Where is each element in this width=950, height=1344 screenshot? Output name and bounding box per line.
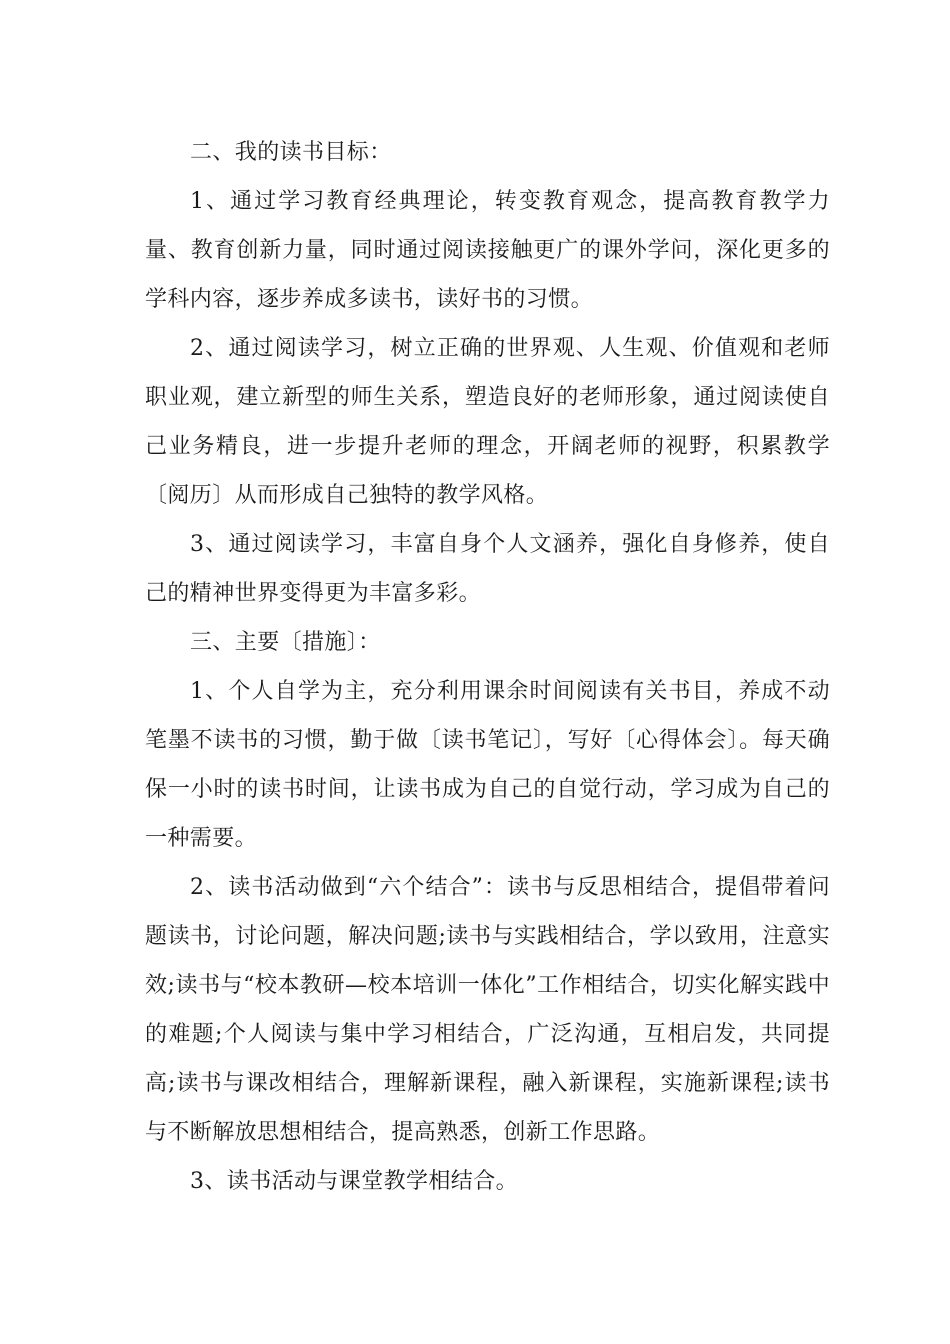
document-body [145,128,830,1206]
goal-item-2: 2、通过阅读学习，树立正确的世界观、人生观、价值观和老师职业观，建立新型的师生关系，塑造良好的老师形象，通过阅读使自己业务精良，进一步提升老师的理念，开阔老师的视野，积累教学〔阅历〕从而形成自己独特的教学风格。 [145,336,830,508]
measure-item-3: 3、读书活动与课堂教学相结合。 [190,1169,518,1194]
goal-item-1: 1、通过学习教育经典理论，转变教育观念，提高教育教学力量、教育创新力量，同时通过阅读接触更广的课外学问，深化更多的学科内容，逐步养成多读书，读好书的习惯。 [145,189,830,312]
section-heading-measures: 三、主要〔措施〕： [190,630,381,655]
measure-item-2: 2、读书活动做到“六个结合”：读书与反思相结合，提倡带着问题读书，讨论问题，解决问题;读书与实践相结合，学以致用，注意实效;读书与“校本教研—校本培训一体化”工作相结合，切实化解实践中的难题;个人阅读与集中学习相结合，广泛沟通，互相启发，共同提高;读书与课改相结合，理解新课程，融入新课程，实施新课程;读书与不断解放思想相结合，提高熟悉，创新工作思路。 [145,875,830,1145]
goal-item-3: 3、通过阅读学习，丰富自身个人文涵养，强化自身修养，使自己的精神世界变得更为丰富多彩。 [145,532,830,606]
section-heading-goals: 二、我的读书目标： [190,140,392,165]
measure-item-1: 1、个人自学为主，充分利用课余时间阅读有关书目，养成不动笔墨不读书的习惯，勤于做〔读书笔记〕，写好〔心得体会〕。每天确保一小时的读书时间，让读书成为自己的自觉行动，学习成为自己的一种需要。 [145,679,830,851]
